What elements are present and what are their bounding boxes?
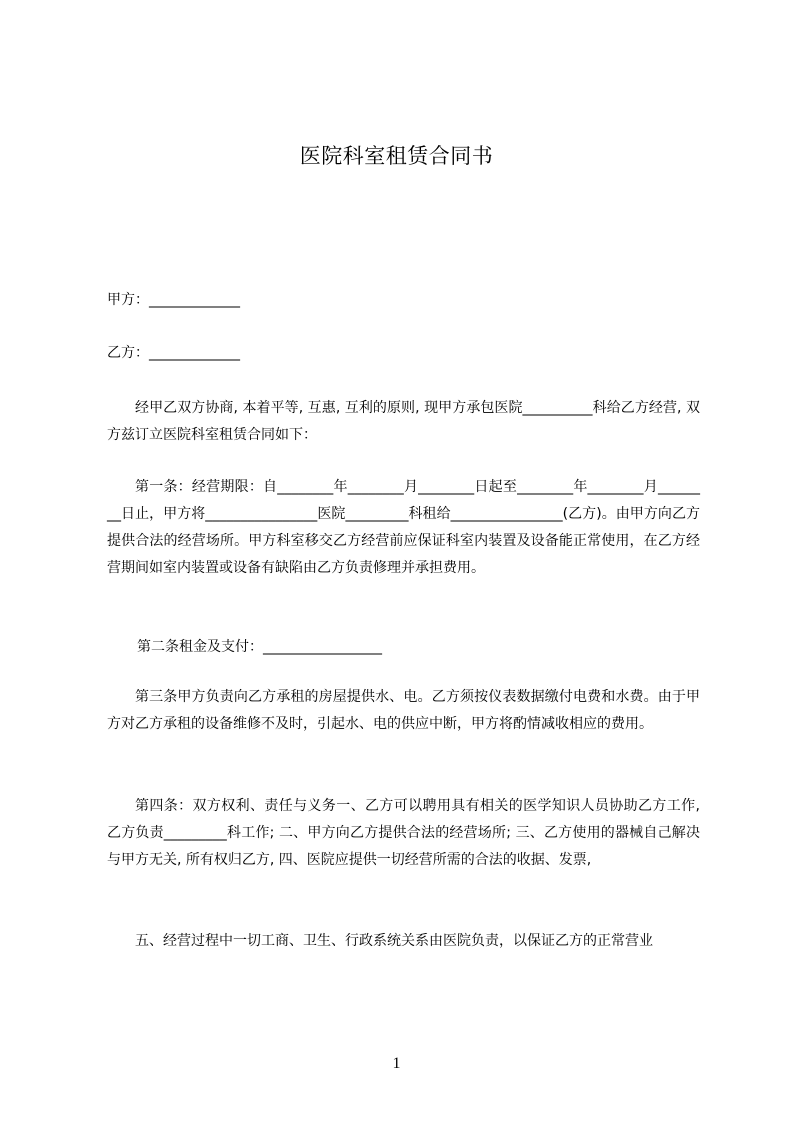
page-number: 1	[392, 1055, 401, 1072]
intro-paragraph: 经甲乙双方协商, 本着平等, 互惠, 互利的原则, 现甲方承包医院__________科给乙方经营, 双方兹订立医院科室租赁合同如下：	[107, 400, 700, 443]
article-2-paragraph: 第二条租金及支付：_________________	[137, 639, 382, 655]
article-4-paragraph: 第四条：双方权利、责任与义务一、乙方可以聘用具有相关的医学知识人员协助乙方工作, 乙方负责_________科工作; 二、甲方向乙方提供合法的经营场所; 三、乙方使用的器械自己解决与甲方无关, 所有权归乙方, 四、医院应提供一切经营所需的合法的收据、发票,	[107, 798, 700, 868]
article-3-paragraph: 第三条甲方负责向乙方承租的房屋提供水、电。乙方须按仪表数据缴付电费和水费。由于甲方对乙方承租的设备维修不及时，引起水、电的供应中断，甲方将酌情减收相应的费用。	[107, 689, 700, 732]
article-1-paragraph: 第一条：经营期限：自________年________月________日起至________年________月________日止，甲方将________________医院_________科租给________________(乙方)。由甲方向乙方提供合法的经营场所。甲方科室移交乙方经营前应保证科室内装置及设备能正常使用，在乙方经营期间如室内装置或设备有缺陷由乙方负责修理并承担费用。	[107, 479, 700, 576]
party-a-line: 甲方：_____________	[107, 292, 240, 308]
item-5-paragraph: 五、经营过程中一切工商、卫生、行政系统关系由医院负责，以保证乙方的正常营业	[135, 933, 653, 949]
document-title: 医院科室租赁合同书	[299, 144, 494, 168]
party-b-line: 乙方：_____________	[107, 345, 240, 361]
